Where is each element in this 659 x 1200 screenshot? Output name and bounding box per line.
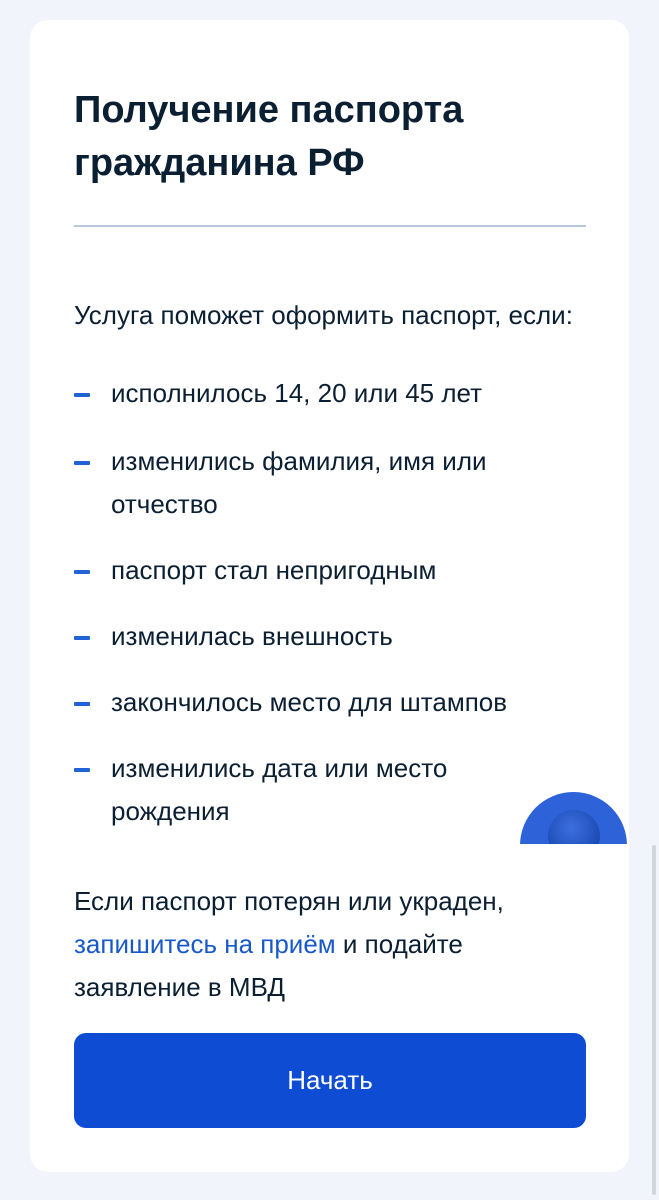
service-card (30, 20, 629, 1172)
intro-text: Услуга поможет оформить паспорт, если: (74, 300, 573, 330)
assistant-widget-icon[interactable] (520, 792, 627, 844)
list-item-label: паспорт стал непригодным (111, 555, 437, 585)
dash-bullet-icon (74, 636, 90, 640)
list-item-label: исполнилось 14, 20 или 45 лет (111, 378, 483, 408)
dash-bullet-icon (74, 461, 90, 465)
list-item-label: изменились фамилия, имя или отчество (111, 446, 487, 519)
page-title: Получение паспорта гражданина РФ (74, 89, 464, 184)
lost-passport-note (74, 880, 584, 1009)
title-divider (74, 225, 586, 227)
scrollbar[interactable] (652, 845, 656, 1195)
note-text-before: Если паспорт потерян или украден, (74, 886, 504, 916)
dash-bullet-icon (74, 768, 90, 772)
list-item-label: изменилась внешность (111, 621, 393, 651)
list-item-label: закончилось место для штампов (111, 687, 508, 717)
dash-bullet-icon (74, 570, 90, 574)
note-text-after: и подайте заявление в МВД (74, 929, 463, 1002)
dash-bullet-icon (74, 702, 90, 706)
list-item-label: изменились дата или место рождения (111, 753, 448, 826)
appointment-link[interactable]: запишитесь на приём (74, 929, 336, 959)
dash-bullet-icon (74, 393, 90, 397)
start-button[interactable]: Начать (74, 1033, 586, 1128)
